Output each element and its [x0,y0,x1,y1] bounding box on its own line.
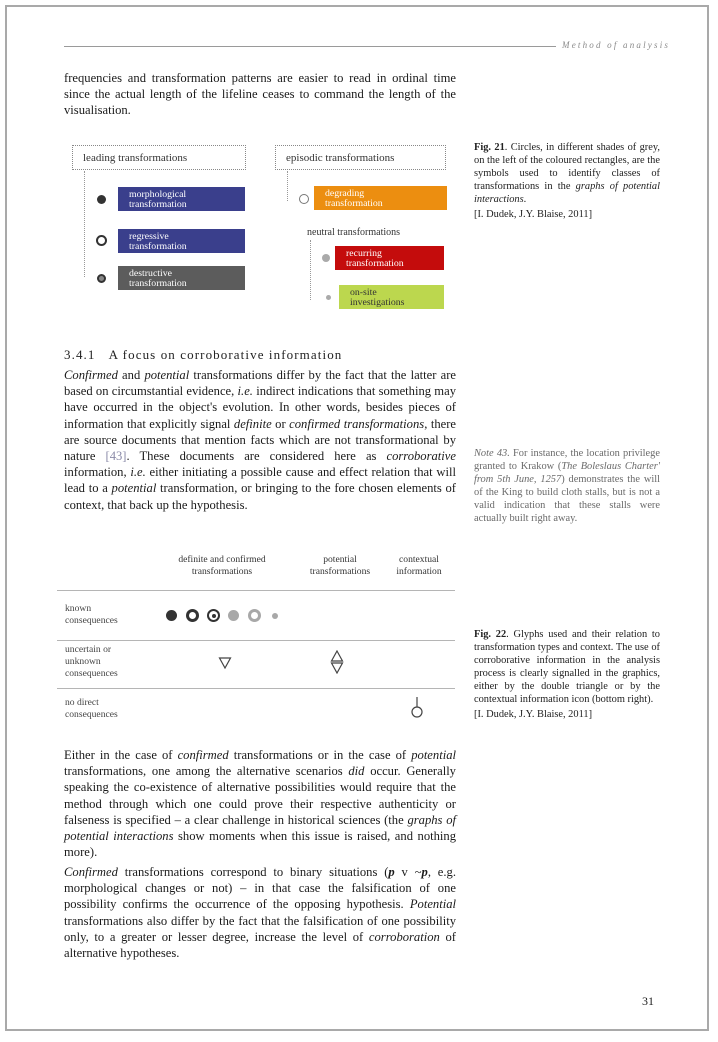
note-43 [474,447,660,525]
text-run: Either in the case of [64,748,178,762]
small-grey-dot-glyph-icon [272,613,278,619]
text-run: or [271,416,290,431]
text-run: of alternative hypotheses. [64,929,456,961]
text-run: . Circles, in different shades of grey, on the left of the coloured rectangles, are the symbols used to identify classes of transformations in the [474,142,660,192]
text-run: ) demonstrates the will of the King to build cloth stalls, but is not a valid indication that these stalls were actually built right away. [474,474,660,524]
text-run: Fig. 22 [474,629,507,640]
small-dot-icon [326,295,331,300]
row-label-known: known consequences [65,603,118,626]
double-ring-glyph-icon [207,609,220,622]
grey-circle-icon [322,254,330,262]
text-run: . [523,194,527,205]
row-label-uncertain: uncertain or unknown consequences [65,644,118,679]
text-run: and [117,368,145,382]
caption-credit: [I. Dudek, J.Y. Blaise, 2011] [474,209,593,220]
text-run: , e.g. morphological changes or not) – in that case the falsification of one possibility confirms the occurrence of the opposing hypothesis. [64,865,456,912]
caption-credit: [I. Dudek, J.Y. Blaise, 2011] [474,709,593,720]
text-run: either initiating a possible cause and effect relation that will lead to a [64,465,457,496]
text-run: The Boleslaus Charter' from 5th June, 1257 [474,461,660,485]
text-run: Note 43. [474,448,510,459]
text-run: transformations correspond to binary situations ( [117,865,389,879]
text-run: Fig. 21 [474,142,505,153]
text-run: did [348,764,365,779]
text-run: transformation, or bringing to the fore chosen elements of context, that back up the hypothesis. [64,481,456,512]
text-run: For instance, the location privilege granted to Krakow ( [474,448,660,472]
text-run: frequencies and transformation patterns are easier to read in ordinal time since the actual length of the lifeline ceases to command the length of the visualisation. [64,71,456,118]
leading-transformations-box: leading transformations [72,145,246,170]
text-run: Potential [409,897,456,912]
grey-ring-circle-icon [97,274,106,283]
text-run: occur. Generally speaking the co-existence of alternative possibilities would require that the method through which one could prove their respective authenticity or falseness is specified – a clear challenge in historical sciences (the [64,764,456,827]
table-rule [57,688,455,689]
regressive-rect: regressive transformation [118,229,245,253]
text-run: potential [144,368,190,382]
ring-circle-icon [96,235,107,246]
text-run: confirmed transformations [289,416,425,431]
grey-circle-glyph-icon [228,610,239,621]
section-text [64,367,456,513]
episodic-connector [287,171,288,201]
figure-21-caption [474,141,660,221]
degrading-rect: degrading transformation [314,186,447,210]
text-run: transformations also differ by the fact that the falsification of one possibility only, to a greater or lesser degree, increase the level of [64,913,456,944]
double-triangle-icon [330,650,344,674]
table-rule [57,590,455,591]
either-text [64,747,456,860]
running-title: Method of analysis [562,40,671,50]
col-header-potential: potential transformations [309,554,371,577]
col-header-definite: definite and confirmed transformations [178,554,266,577]
filled-circle-icon [97,195,106,204]
filled-circle-glyph-icon [166,610,177,621]
grey-ring-glyph-icon [248,609,261,622]
text-run: p [421,865,428,879]
text-run: . These documents are considered here as [126,449,387,464]
text-run: transformations, one among the alternative scenarios [64,764,349,779]
section-heading [64,347,342,363]
text-run: graphs of potential interactions [474,181,660,205]
text-run: confirmed [177,748,229,762]
confirmed-text [64,864,456,961]
text-run: i.e. [237,384,253,399]
text-run: , there are source documents that mention facts which are not transformational by nature [64,416,456,464]
ring-circle-glyph-icon [186,609,199,622]
page-number: 31 [642,994,654,1008]
text-run: information, [64,465,131,480]
episodic-transformations-box: episodic transformations [275,145,446,170]
neutral-transformations-title: neutral transformations [307,227,401,238]
paragraph-either [64,747,456,860]
text-run: v ~ [394,865,422,879]
morphological-rect: morphological transformation [118,187,245,211]
destructive-rect: destructive transformation [118,266,245,290]
table-rule [57,640,455,641]
row-label-no-direct: no direct consequences [65,697,118,720]
section-number: 3.4.1 [64,347,96,362]
text-run: indirect indications that something may have occurred in the object's evolution. In other words, besides pieces of information that explicitly signal [64,384,456,431]
text-run: graphs of potential interactions [64,812,456,844]
text-run: Confirmed [64,368,118,382]
text-run: potential [111,481,157,496]
text-run: . Glyphs used and their relation to transformation types and context. The use of corroborative information in the analysis process is clearly signalled in the graphics, either by the double triangle or by the contextual information icon (bottom right). [474,629,660,705]
intro-paragraph [64,70,456,119]
text-run: show moments when this issue is raised, and nothing more). [64,829,457,860]
inner-dot-icon [212,614,216,618]
section-paragraph [64,367,456,513]
light-ring-circle-icon [299,194,309,204]
text-run: definite [233,416,272,431]
caption-text [474,141,660,206]
header-rule [64,46,556,47]
text-run: transformations or in the case of [228,748,412,762]
triangle-down-icon [218,656,232,670]
section-title: A focus on corroborative information [108,347,343,362]
paragraph-confirmed [64,864,456,961]
text-run: potential [411,748,456,762]
text-run: transformations differ by the fact that the latter are based on circumstantial evidence, [64,368,457,399]
col-header-contextual: contextual information [396,554,442,577]
text-run: Confirmed [64,865,118,879]
intro-text [64,70,456,119]
contextual-information-icon [410,697,424,719]
text-run: corroboration [368,929,440,944]
recurring-rect: recurring transformation [335,246,444,270]
text-run: p [388,865,395,879]
caption-text [474,628,660,706]
text-run: [43] [105,449,127,464]
figure-22-caption [474,628,660,721]
text-run: i.e. [130,465,146,480]
leading-connector [84,171,85,277]
on-site-rect: on-site investigations [339,285,444,309]
text-run: corroborative [386,449,456,464]
note-text [474,447,660,525]
neutral-connector [310,240,311,300]
